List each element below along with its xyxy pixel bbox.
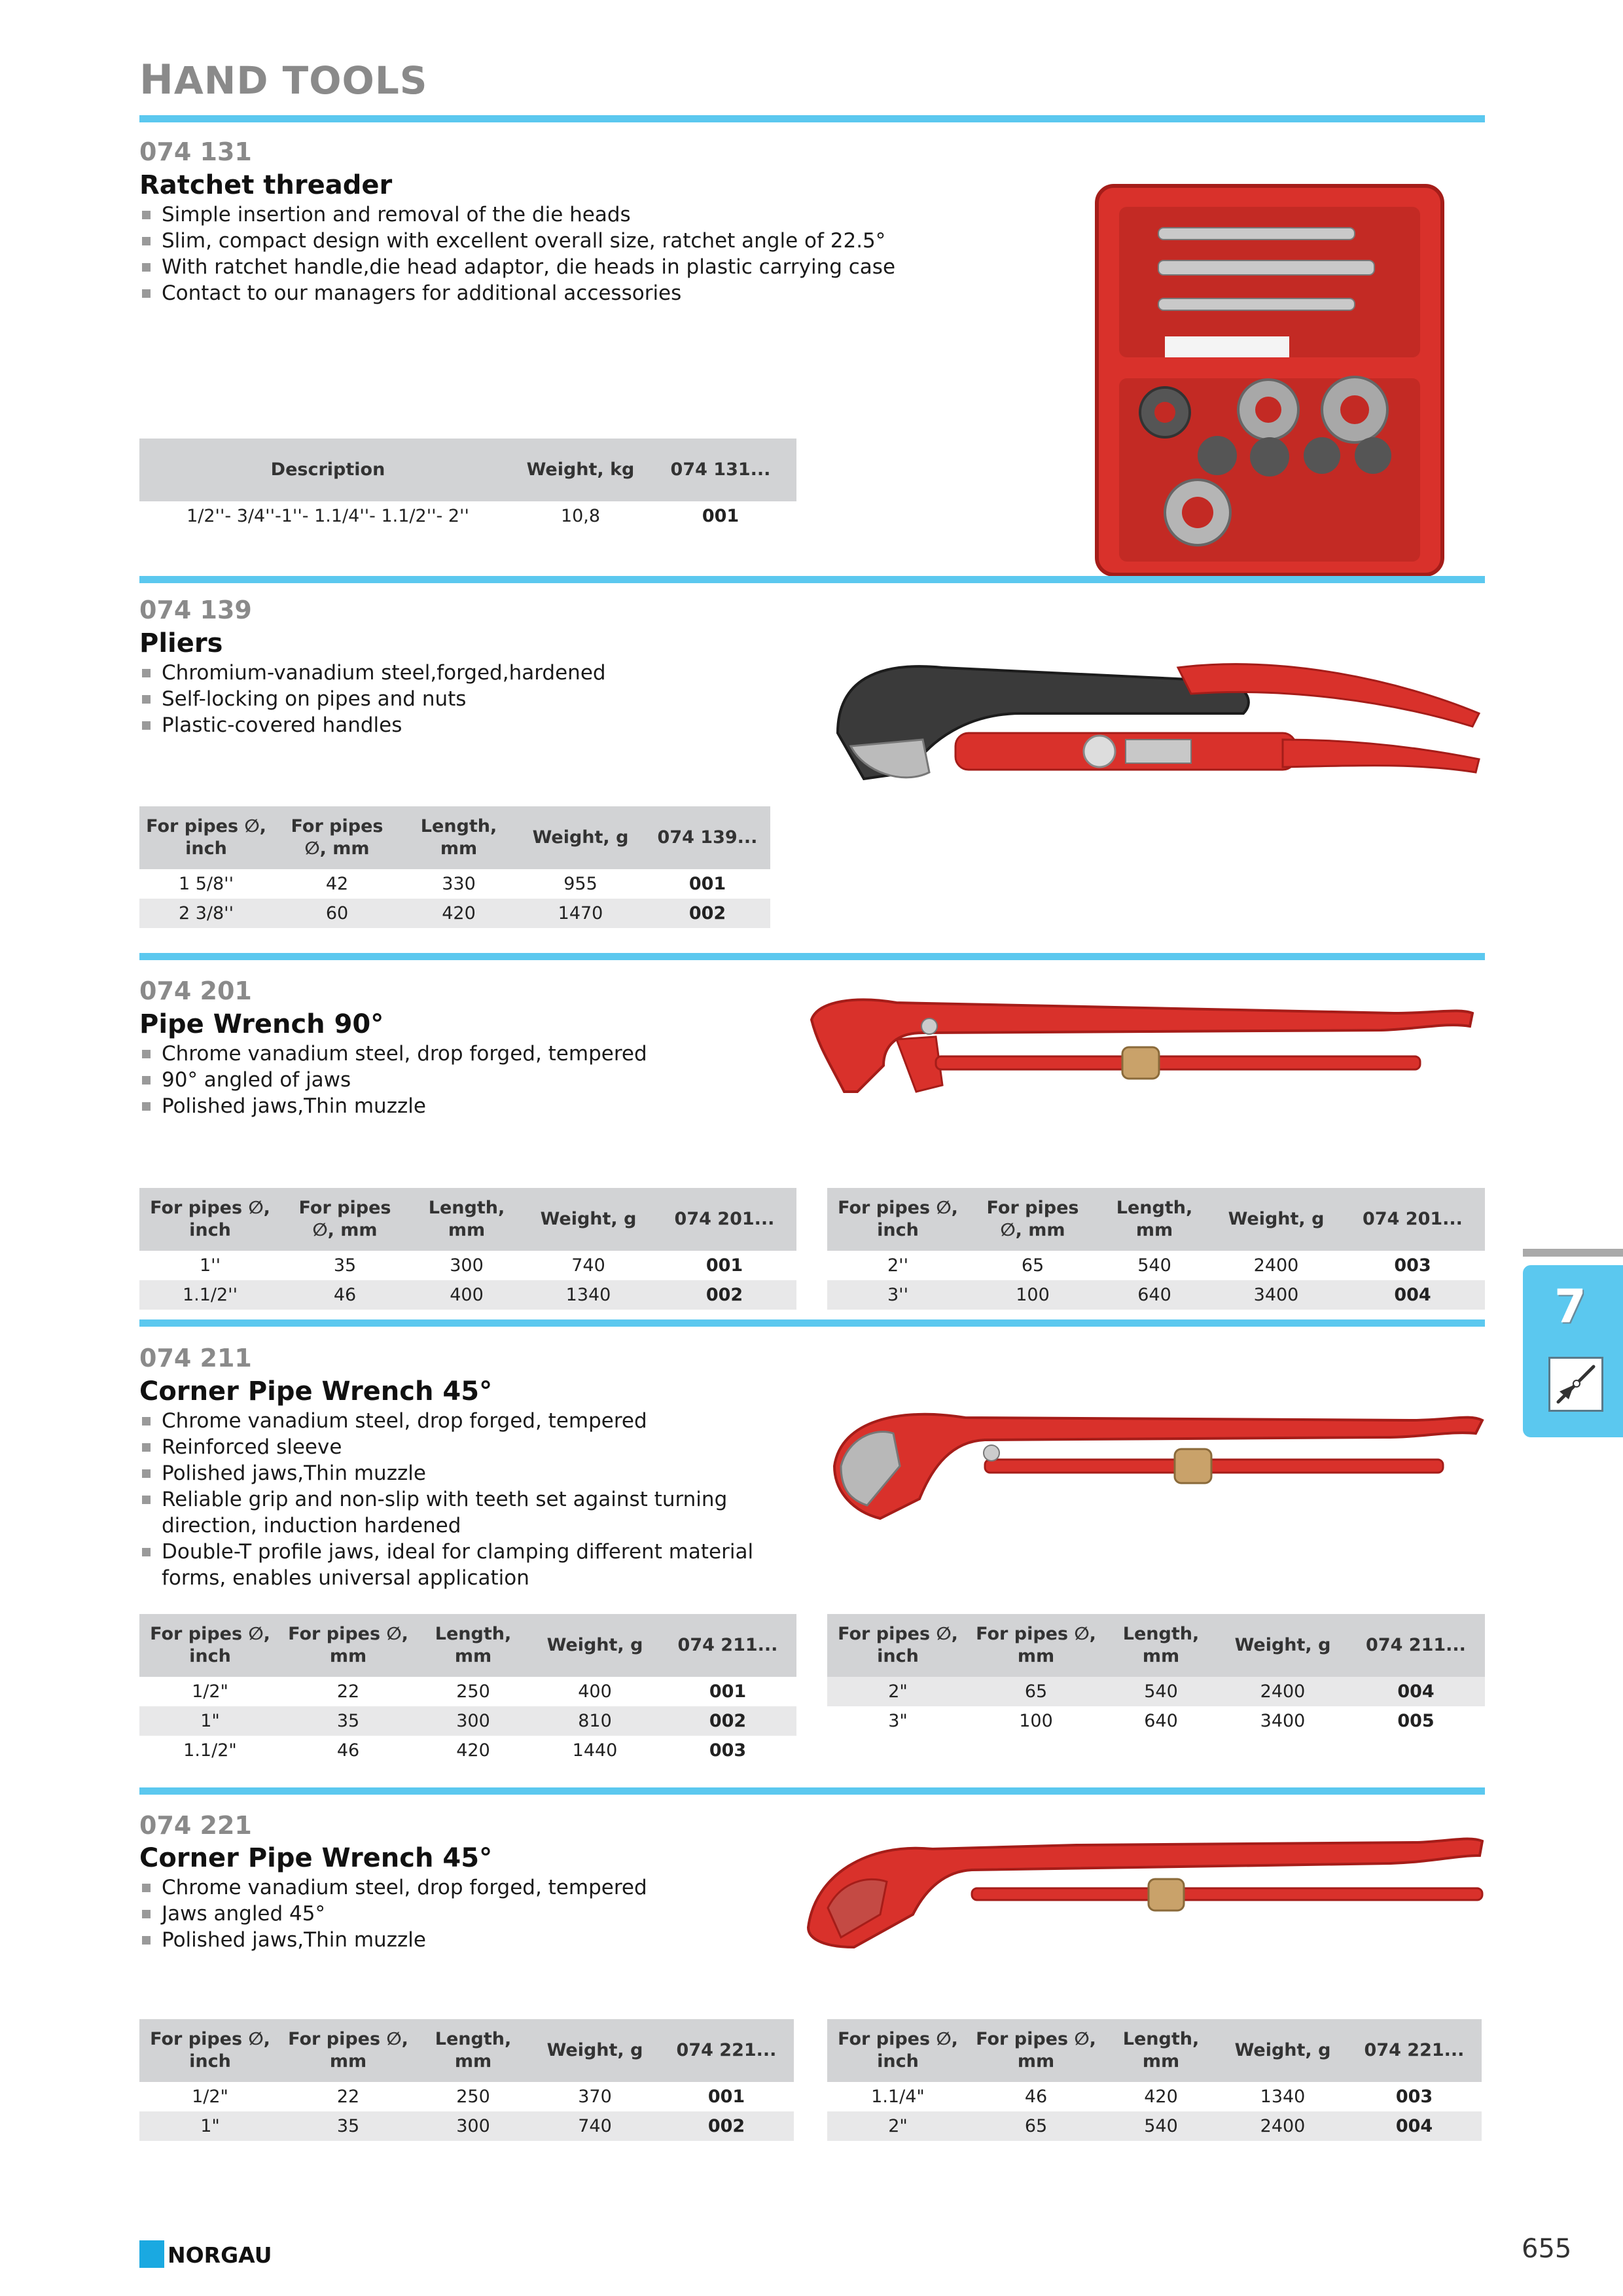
column-header: For pipes ∅, mm	[969, 2019, 1103, 2082]
table-row: 1.1/2" 46 420 1440 003	[139, 1736, 796, 1765]
column-header: 074 211...	[1347, 1614, 1485, 1677]
feature-item: Chrome vanadium steel, drop forged, tempered	[139, 1041, 647, 1067]
table-row: 2" 65 540 2400 004	[827, 1677, 1485, 1706]
column-header: For pipes ∅, inch	[827, 1614, 969, 1677]
pliers-icon	[1548, 1357, 1603, 1412]
page-number: 655	[1522, 2234, 1572, 2264]
article-code: 074 221	[139, 1811, 252, 1840]
pipe-pliers-image	[825, 641, 1486, 798]
feature-item: Polished jaws,Thin muzzle	[139, 1460, 800, 1486]
product-title: Corner Pipe Wrench 45°	[139, 1376, 493, 1407]
table-row: 1.1/2'' 46 400 1340 002	[139, 1280, 796, 1310]
column-header: 074 221...	[1347, 2019, 1482, 2082]
feature-item: Polished jaws,Thin muzzle	[139, 1093, 647, 1119]
spec-table	[827, 2019, 1482, 2141]
column-header: For pipes ∅, mm	[969, 1614, 1103, 1677]
table-row: 1.1/4" 46 420 1340 003	[827, 2082, 1482, 2111]
table-row: 3'' 100 640 3400 004	[827, 1280, 1485, 1310]
column-header: For pipes ∅, inch	[827, 1188, 969, 1251]
column-header: Length, mm	[416, 2019, 531, 2082]
column-header: 074 211...	[659, 1614, 796, 1677]
feature-list	[139, 1041, 647, 1119]
column-header: Weight, g	[1212, 1188, 1340, 1251]
column-header: Weight, g	[516, 806, 645, 869]
column-header: Length, mm	[1097, 1188, 1212, 1251]
section-divider	[139, 1319, 1485, 1327]
section-divider	[139, 115, 1485, 122]
feature-list	[139, 202, 895, 306]
corner-pipe-wrench-45-b-image	[802, 1829, 1486, 1960]
product-title: Pliers	[139, 628, 223, 658]
column-header: Length, mm	[1103, 2019, 1219, 2082]
feature-item: Chromium-vanadium steel,forged,hardened	[139, 660, 606, 686]
feature-item: Chrome vanadium steel, drop forged, tempered	[139, 1874, 647, 1901]
spec-table	[139, 806, 770, 928]
column-header: For pipes ∅, inch	[139, 806, 273, 869]
column-header: 074 139...	[645, 806, 770, 869]
column-header: 074 131...	[645, 439, 796, 501]
section-divider	[139, 953, 1485, 960]
column-header: 074 201...	[652, 1188, 796, 1251]
brand-logo-text: NORGAU	[168, 2242, 272, 2268]
table-row: 1/2" 22 250 370 001	[139, 2082, 794, 2111]
spec-table	[139, 1614, 796, 1765]
article-code: 074 139	[139, 596, 252, 624]
feature-item: Jaws angled 45°	[139, 1901, 647, 1927]
article-code: 074 131	[139, 137, 252, 166]
article-code: 074 201	[139, 977, 252, 1005]
column-header: Weight, g	[1219, 2019, 1347, 2082]
column-header: Length, mm	[401, 806, 516, 869]
feature-item: Chrome vanadium steel, drop forged, tempered	[139, 1408, 800, 1434]
feature-item: 90° angled of jaws	[139, 1067, 647, 1093]
table-row: 2'' 65 540 2400 003	[827, 1251, 1485, 1280]
corner-pipe-wrench-45-image	[821, 1394, 1486, 1532]
spec-table	[827, 1188, 1485, 1310]
column-header: For pipes ∅, mm	[281, 2019, 416, 2082]
column-header: For pipes ∅, mm	[273, 806, 401, 869]
chapter-tab-bar	[1523, 1249, 1623, 1257]
column-header: For pipes ∅, mm	[281, 1614, 416, 1677]
feature-item: Simple insertion and removal of the die heads	[139, 202, 895, 228]
ratchet-threader-case-image	[1093, 182, 1446, 579]
spec-table	[827, 1614, 1485, 1736]
feature-item: With ratchet handle,die head adaptor, die heads in plastic carrying case	[139, 254, 895, 280]
column-header: For pipes ∅, inch	[139, 1188, 281, 1251]
feature-item: Self-locking on pipes and nuts	[139, 686, 606, 712]
feature-item: Plastic-covered handles	[139, 712, 606, 738]
feature-list	[139, 660, 606, 738]
feature-item: Slim, compact design with excellent overall size, ratchet angle of 22.5°	[139, 228, 895, 254]
column-header: Weight, kg	[516, 439, 645, 501]
section-divider	[139, 1787, 1485, 1795]
column-header: 074 201...	[1340, 1188, 1485, 1251]
table-row: 3" 100 640 3400 005	[827, 1706, 1485, 1736]
feature-item: Reinforced sleeve	[139, 1434, 800, 1460]
feature-list	[139, 1874, 647, 1953]
table-row: 1/2" 22 250 400 001	[139, 1677, 796, 1706]
table-row: 1'' 35 300 740 001	[139, 1251, 796, 1280]
table-row: 1/2''- 3/4''-1''- 1.1/4''- 1.1/2''- 2'' 10,8 001	[139, 501, 796, 531]
table-row: 1" 35 300 810 002	[139, 1706, 796, 1736]
column-header: For pipes ∅, mm	[281, 1188, 409, 1251]
column-header: Weight, g	[524, 1188, 652, 1251]
spec-table	[139, 2019, 794, 2141]
column-header: Description	[139, 439, 516, 501]
product-title: Ratchet threader	[139, 170, 393, 200]
spec-table	[139, 1188, 796, 1310]
product-title: Pipe Wrench 90°	[139, 1009, 384, 1039]
section-divider	[139, 576, 1485, 583]
article-code: 074 211	[139, 1344, 252, 1372]
feature-list	[139, 1408, 800, 1591]
column-header: 074 221...	[659, 2019, 794, 2082]
column-header: For pipes ∅, inch	[827, 2019, 969, 2082]
column-header: Length, mm	[1103, 1614, 1219, 1677]
column-header: For pipes ∅, inch	[139, 1614, 281, 1677]
feature-item: Double-T profile jaws, ideal for clamping different material forms, enables universal application	[139, 1539, 800, 1591]
feature-item: Reliable grip and non-slip with teeth set against turning direction, induction hardened	[139, 1486, 800, 1539]
column-header: Length, mm	[416, 1614, 531, 1677]
table-row: 1" 35 300 740 002	[139, 2111, 794, 2141]
feature-item: Contact to our managers for additional accessories	[139, 280, 895, 306]
column-header: For pipes ∅, inch	[139, 2019, 281, 2082]
column-header: Weight, g	[531, 1614, 659, 1677]
table-row: 2" 65 540 2400 004	[827, 2111, 1482, 2141]
page-title: HAND TOOLS	[139, 56, 428, 103]
chapter-number: 7	[1554, 1280, 1586, 1333]
column-header: Weight, g	[1219, 1614, 1347, 1677]
column-header: Weight, g	[531, 2019, 659, 2082]
table-row: 2 3/8'' 60 420 1470 002	[139, 899, 770, 928]
feature-item: Polished jaws,Thin muzzle	[139, 1927, 647, 1953]
product-title: Corner Pipe Wrench 45°	[139, 1843, 493, 1873]
spec-table	[139, 439, 796, 531]
table-row: 1 5/8'' 42 330 955 001	[139, 869, 770, 899]
brand-logo-mark	[139, 2240, 164, 2268]
column-header: Length, mm	[409, 1188, 524, 1251]
pipe-wrench-90-image	[805, 994, 1486, 1111]
column-header: For pipes ∅, mm	[969, 1188, 1097, 1251]
